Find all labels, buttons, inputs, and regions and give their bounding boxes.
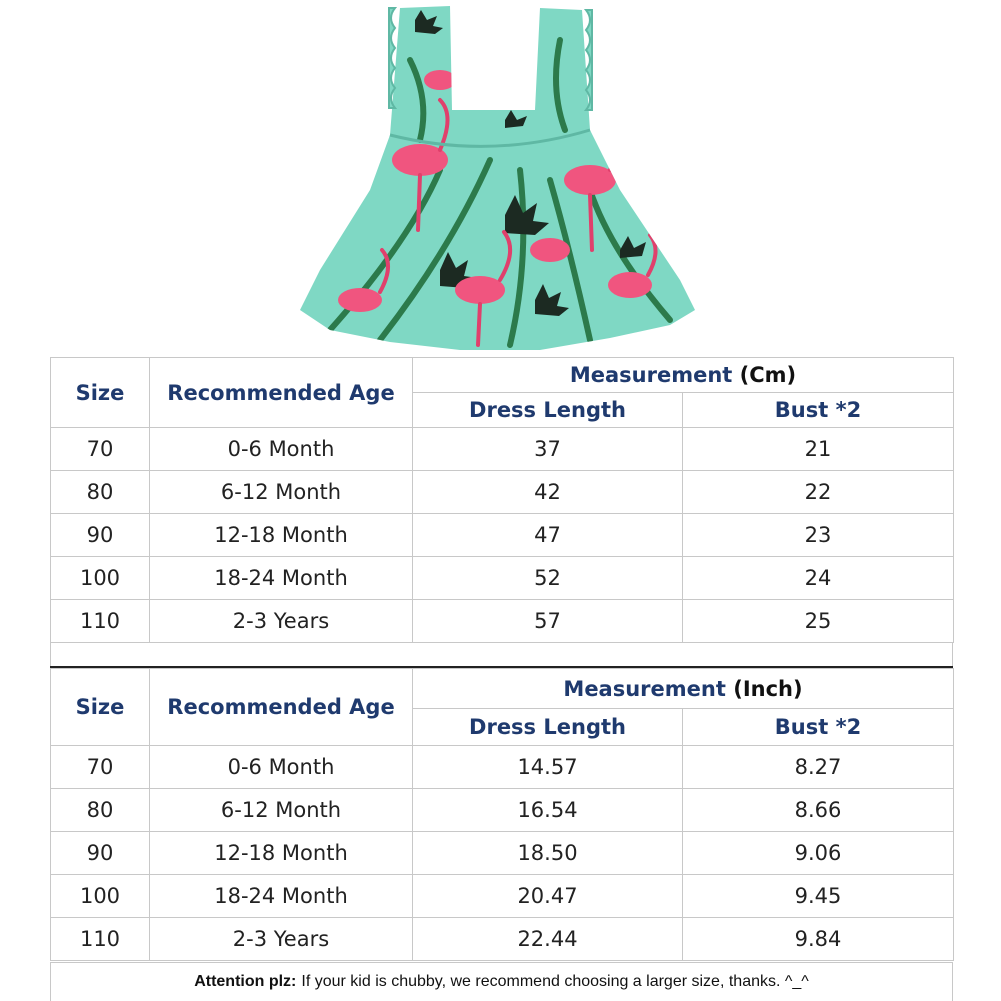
age-cell: 2-3 Years [150,918,413,961]
col-bust-header: Bust *2 [683,393,954,428]
measurement-unit: (Cm) [739,363,797,387]
length-cell: 14.57 [413,746,683,789]
table-row [51,471,954,514]
bust-cell: 22 [683,471,954,514]
bust-cell: 8.66 [683,789,954,832]
length-cell: 22.44 [413,918,683,961]
table-row [51,557,954,600]
size-cell: 80 [51,789,150,832]
measurement-label: Measurement [563,676,726,701]
size-cell: 90 [51,514,150,557]
size-cell: 110 [51,600,150,643]
table-row [51,600,954,643]
size-table-inch [50,668,954,961]
table-row [51,918,954,961]
bust-cell: 23 [683,514,954,557]
size-cell: 70 [51,746,150,789]
col-bust-header: Bust *2 [683,709,954,746]
length-cell: 20.47 [413,875,683,918]
length-cell: 57 [413,600,683,643]
note-text: If your kid is chubby, we recommend choosing a larger size, thanks. ^_^ [301,973,809,990]
col-length-header: Dress Length [413,709,683,746]
length-cell: 52 [413,557,683,600]
age-cell: 6-12 Month [150,789,413,832]
size-cell: 110 [51,918,150,961]
col-length-header: Dress Length [413,393,683,428]
size-cell: 90 [51,832,150,875]
measurement-header [413,358,954,393]
age-cell: 18-24 Month [150,875,413,918]
length-cell: 37 [413,428,683,471]
age-cell: 6-12 Month [150,471,413,514]
age-cell: 12-18 Month [150,514,413,557]
col-age-header: Recommended Age [150,358,413,428]
col-age-header: Recommended Age [150,669,413,746]
size-table-cm [50,357,954,643]
table-spacer [50,642,953,666]
bust-cell: 24 [683,557,954,600]
bust-cell: 25 [683,600,954,643]
size-cell: 70 [51,428,150,471]
flamingo-print-dress-image [290,0,710,355]
age-cell: 12-18 Month [150,832,413,875]
bust-cell: 8.27 [683,746,954,789]
age-cell: 0-6 Month [150,746,413,789]
size-cell: 100 [51,875,150,918]
measurement-unit: (Inch) [733,676,803,701]
size-cell: 80 [51,471,150,514]
age-cell: 0-6 Month [150,428,413,471]
length-cell: 18.50 [413,832,683,875]
table-row [51,789,954,832]
length-cell: 16.54 [413,789,683,832]
table-row [51,746,954,789]
note-label: Attention plz: [194,973,297,990]
table-row [51,875,954,918]
bust-cell: 9.06 [683,832,954,875]
table-row [51,832,954,875]
measurement-header [413,669,954,709]
table-row [51,428,954,471]
bust-cell: 9.45 [683,875,954,918]
measurement-label: Measurement [569,363,733,387]
col-size-header: Size [51,669,150,746]
attention-note [50,962,953,1001]
bust-cell: 9.84 [683,918,954,961]
table-row [51,514,954,557]
size-cell: 100 [51,557,150,600]
length-cell: 42 [413,471,683,514]
age-cell: 2-3 Years [150,600,413,643]
age-cell: 18-24 Month [150,557,413,600]
bust-cell: 21 [683,428,954,471]
col-size-header: Size [51,358,150,428]
length-cell: 47 [413,514,683,557]
